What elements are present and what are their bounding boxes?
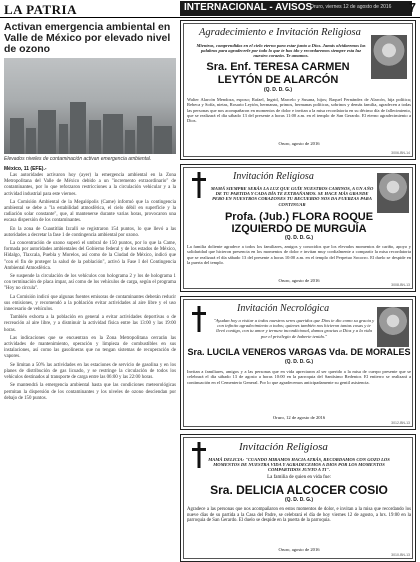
article-paragraph: Las indicaciones que se encuentran en la Zona Metropolitana cerrarán las actividades de mantenimiento, operación y limpieza de combustibles en sus instalaciones, así como las gasolineras que no tengan sistemas de recuperación de vapores. xyxy=(4,335,176,360)
article-paragraph: La Comisión Ambiental de la Megalópolis (Came) informó que la contingencia ambiental se debe a "la estabilidad atmosférica, el cielo débil en superficie y la radiación solar constante", que, al mantenerse durante varias horas, provocaron una escasa dispersión de los contaminantes. xyxy=(4,199,176,224)
qddg-label: (Q. D. D. G.) xyxy=(284,359,314,365)
article-paragraph: La Comisión indicó que algunas fuentes emisoras de contaminantes deberán reducir sus emisiones, y recomendó a la población evitar actividades al aire libre y el uso innecesario de vehículos. xyxy=(4,294,176,313)
notice-code: 3010-BN-13 xyxy=(391,553,410,557)
article-paragraph: También exhorta a la población en general a evitar actividades deportivas o de recreación al aire libre, y a disminuir la actividad física entre las 13:00 y las 19:00 horas. xyxy=(4,315,176,333)
page-header xyxy=(0,0,420,18)
section-bar xyxy=(180,1,412,16)
article-paragraph: Se limitan a 50% las actividades en las estaciones de servicio de gasolina y en los planes de distribución de gas licuado, y se restringe la circulación de todos los vehículos destinados al transporte de carga entre las 06:00 y las 22:00 horas. xyxy=(4,362,176,381)
article-photo xyxy=(4,58,176,154)
notice-intro: La familia de quien en vida fue: xyxy=(267,475,331,480)
deceased-name: IZQUIERDO DE MURGUÍA xyxy=(231,223,367,235)
article-paragraph: Se suspende la circulación de los vehículos con holograma 2 y los de holograma 1 con terminación de placa impar, así como de los vehículos de carga, según el programa "Hoy no circula". xyxy=(4,274,176,292)
notice-code: 3008-BN-13 xyxy=(391,283,410,287)
notice-title: Invitación Religiosa xyxy=(233,171,314,182)
article-paragraph: Se mantendrá la emergencia ambiental hasta que las condiciones meteorológicas permitan la dispersión de los contaminantes y los niveles de ozono desciendan por debajo de 150 puntos. xyxy=(4,383,176,401)
qddg-label: (Q. D. D. G.) xyxy=(263,87,293,93)
notice-body: Walter Alarcón Mendoza, esposo; Rafael, Ingrid, Marcelo y Susana, hijos; Raquel Fernández de Alarcón, hija política; Rebeca y Sofía, nietas, Rosario Leytón, hermanas, primos, hermanas políticas, sobrinos y demás familia, agradecen a todas las personas que nos acompañaron en momentos de dolor e invitan a la misa recordatoria en su décimo día de fallecimiento, que se realizará el día sábado 13 del presente a horas 11:00 a.m. en el templo de San Gerardo. El eterno agradecimiento a Dios. xyxy=(187,97,411,124)
cross-icon xyxy=(189,305,209,333)
deceased-name: Profa. (Jub.) FLORA ROQUE xyxy=(224,211,374,223)
deceased-name: Sra. DELICIA ALCOCER COSIO xyxy=(210,483,388,497)
notice-signature: Oruro, agosto de 2016 xyxy=(278,141,320,146)
notice-invitacion-roque xyxy=(180,164,416,292)
notice-invitacion-alcocer xyxy=(180,434,416,562)
qddg-label: (Q. D. D. G.) xyxy=(284,497,314,503)
notice-body: Agradece a las personas que nos acompañaron en estos momentos de dolor, e invitan a la misa que recordando los nueve días de su partida a la Casa del Padre, se celebrará el día de hoy viernes 12 de agosto, a hrs. 19:00 en la parroquia de San Gerardo. El duelo se despide en la puerta de la parroquia. xyxy=(187,507,411,524)
deceased-name: LEYTÓN DE ALARCÓN xyxy=(217,74,339,86)
qddg-label: (Q. D. D. G.) xyxy=(284,235,314,241)
notice-verse: MAMÁ DELICIA: "CUANDO MIRAMOS HACIA ATRÁS, RECORDAMOS CON GOZO LOS MOMENTOS DE NUESTRA VIDA Y AGRADECEMOS A DIOS POR LOS MOMENTOS COMPARTIDOS JUNTO A TI". xyxy=(208,457,390,473)
notice-signature: Oruro, agosto de 2016 xyxy=(278,278,320,283)
notice-agradecimiento xyxy=(180,20,416,160)
notice-title: Invitación Necrológica xyxy=(237,303,330,314)
article-dateline: México, 11 (EFE).- xyxy=(4,166,47,172)
article-headline: Activan emergencia ambiental en Valle de México por elevado nivel de ozono xyxy=(4,21,171,55)
notice-verse: "Ayudan hoy a visitar a todos nuestros seres queridos que Dios te dio como su gracia y con infinito agradecimiento a todos; quienes también nos hicieron tantas cosas y te llevó contigo, con tu amor y ternura incondicional, damos gracias a Dios y a la vida por el privilegio de haberte tenido." xyxy=(213,318,375,339)
article-paragraph: En la zona de Cuautitlán Izcalli se registraron 154 puntos, lo que llevó a las autoridades a decretar la fase 1 de contingencia ambiental por ozono. xyxy=(4,226,176,238)
notice-signature: Oruro, 12 de agosto de 2016 xyxy=(272,415,326,420)
notice-title: Agradecimiento e Invitación Religiosa xyxy=(199,27,361,38)
page-number: 7 xyxy=(408,0,416,15)
portrait-photo xyxy=(377,173,409,213)
article-paragraph: La concentración de ozono superó el umbral de 150 puntos, por lo que la Came, formada por autoridades ambientales del Gobierno federal y de los estados de México, Hidalgo, Tlaxcala, Puebla y Morelos, así como de la Ciudad de México, indicó que "con el fin de proteger la salud de la población", activó la Fase I del Contingencia Ambiental Atmosférica. xyxy=(4,241,176,271)
notice-body: Invitan a familiares, amigos y a las personas que en vida apreciaron al ser querido a la misa de cuerpo presente que se celebrará el día sábado 13 de agosto a horas 10:00 en la parroquia del Santísimo Redentor. El entierro se realizará a continuación en el Cementerio General. Por lo que agradecemos anticipadamente su gentil asistencia. xyxy=(187,369,411,385)
notice-title: Invitación Religiosa xyxy=(239,441,328,453)
notice-verse: MAMÁ SIEMPRE SERÁS LA LUZ QUE GUÍE NUESTROS CAMINOS, A UN AÑO DE TU PARTIDA Y CADA DÍA TE EXTRAÑAMOS. SE HACE MÁS GRANDE PERO EN NUESTROS CORAZONES TU RECUERDO NOS DA FUERZAS PARA CONTINUAR xyxy=(210,186,374,207)
portrait-photo xyxy=(377,307,409,347)
notice-necrologica xyxy=(180,296,416,430)
notice-signature: Oruro, agosto de 2016 xyxy=(278,547,320,552)
notice-body: La familia doliente agradece a todos los familiares, amigos y conocidos que los elevados momentos de cariño, apoyo y solidaridad que hicieron presencia en los momentos de dolor e invitan muy cordialmente a compartir la misa recordatoria que se realizará el día sábado 13 del presente a horas 10:00 a.m. en el templo del Perpetuo Socorro. El duelo se despide en la puerta del templo. xyxy=(187,244,411,265)
photo-caption: Elevados niveles de contaminación activan emergencia ambiental. xyxy=(4,156,152,162)
deceased-name: Sra. LUCILA VENEROS VARGAS Vda. DE MORALES xyxy=(187,347,411,357)
article-column xyxy=(4,22,176,542)
notice-verse: Mientras, comprendidas en el cielo eterno para estar junto a Dios. Jamás olvidaremos las palabras para agradecerle por todo lo que te has ido y recordaremos siempre esta luz nuestro corazón. Te amamos. xyxy=(196,43,366,59)
issue-date: Oruro, viernes 12 de agosto de 2016 xyxy=(310,4,392,10)
masthead: LA PATRIA xyxy=(4,2,77,17)
section-name: INTERNACIONAL - AVISOS xyxy=(184,2,313,13)
deceased-name: Sra. Enf. TERESA CARMEN xyxy=(206,61,350,73)
notice-code: 3012-BN-13 xyxy=(391,421,410,425)
notice-code: 3006-BN-14 xyxy=(391,151,410,155)
article-body xyxy=(4,173,176,402)
article-paragraph: Las autoridades activaron hoy (ayer) la emergencia ambiental en la Zona Metropolitana del Valle de México debido a un "incremento extraordinario" de contaminantes, por lo que reforzaron restricciones a la circulación vehicular y a la actividad industrial para este viernes. xyxy=(4,173,176,197)
cross-icon xyxy=(189,171,209,199)
portrait-photo xyxy=(371,35,407,79)
